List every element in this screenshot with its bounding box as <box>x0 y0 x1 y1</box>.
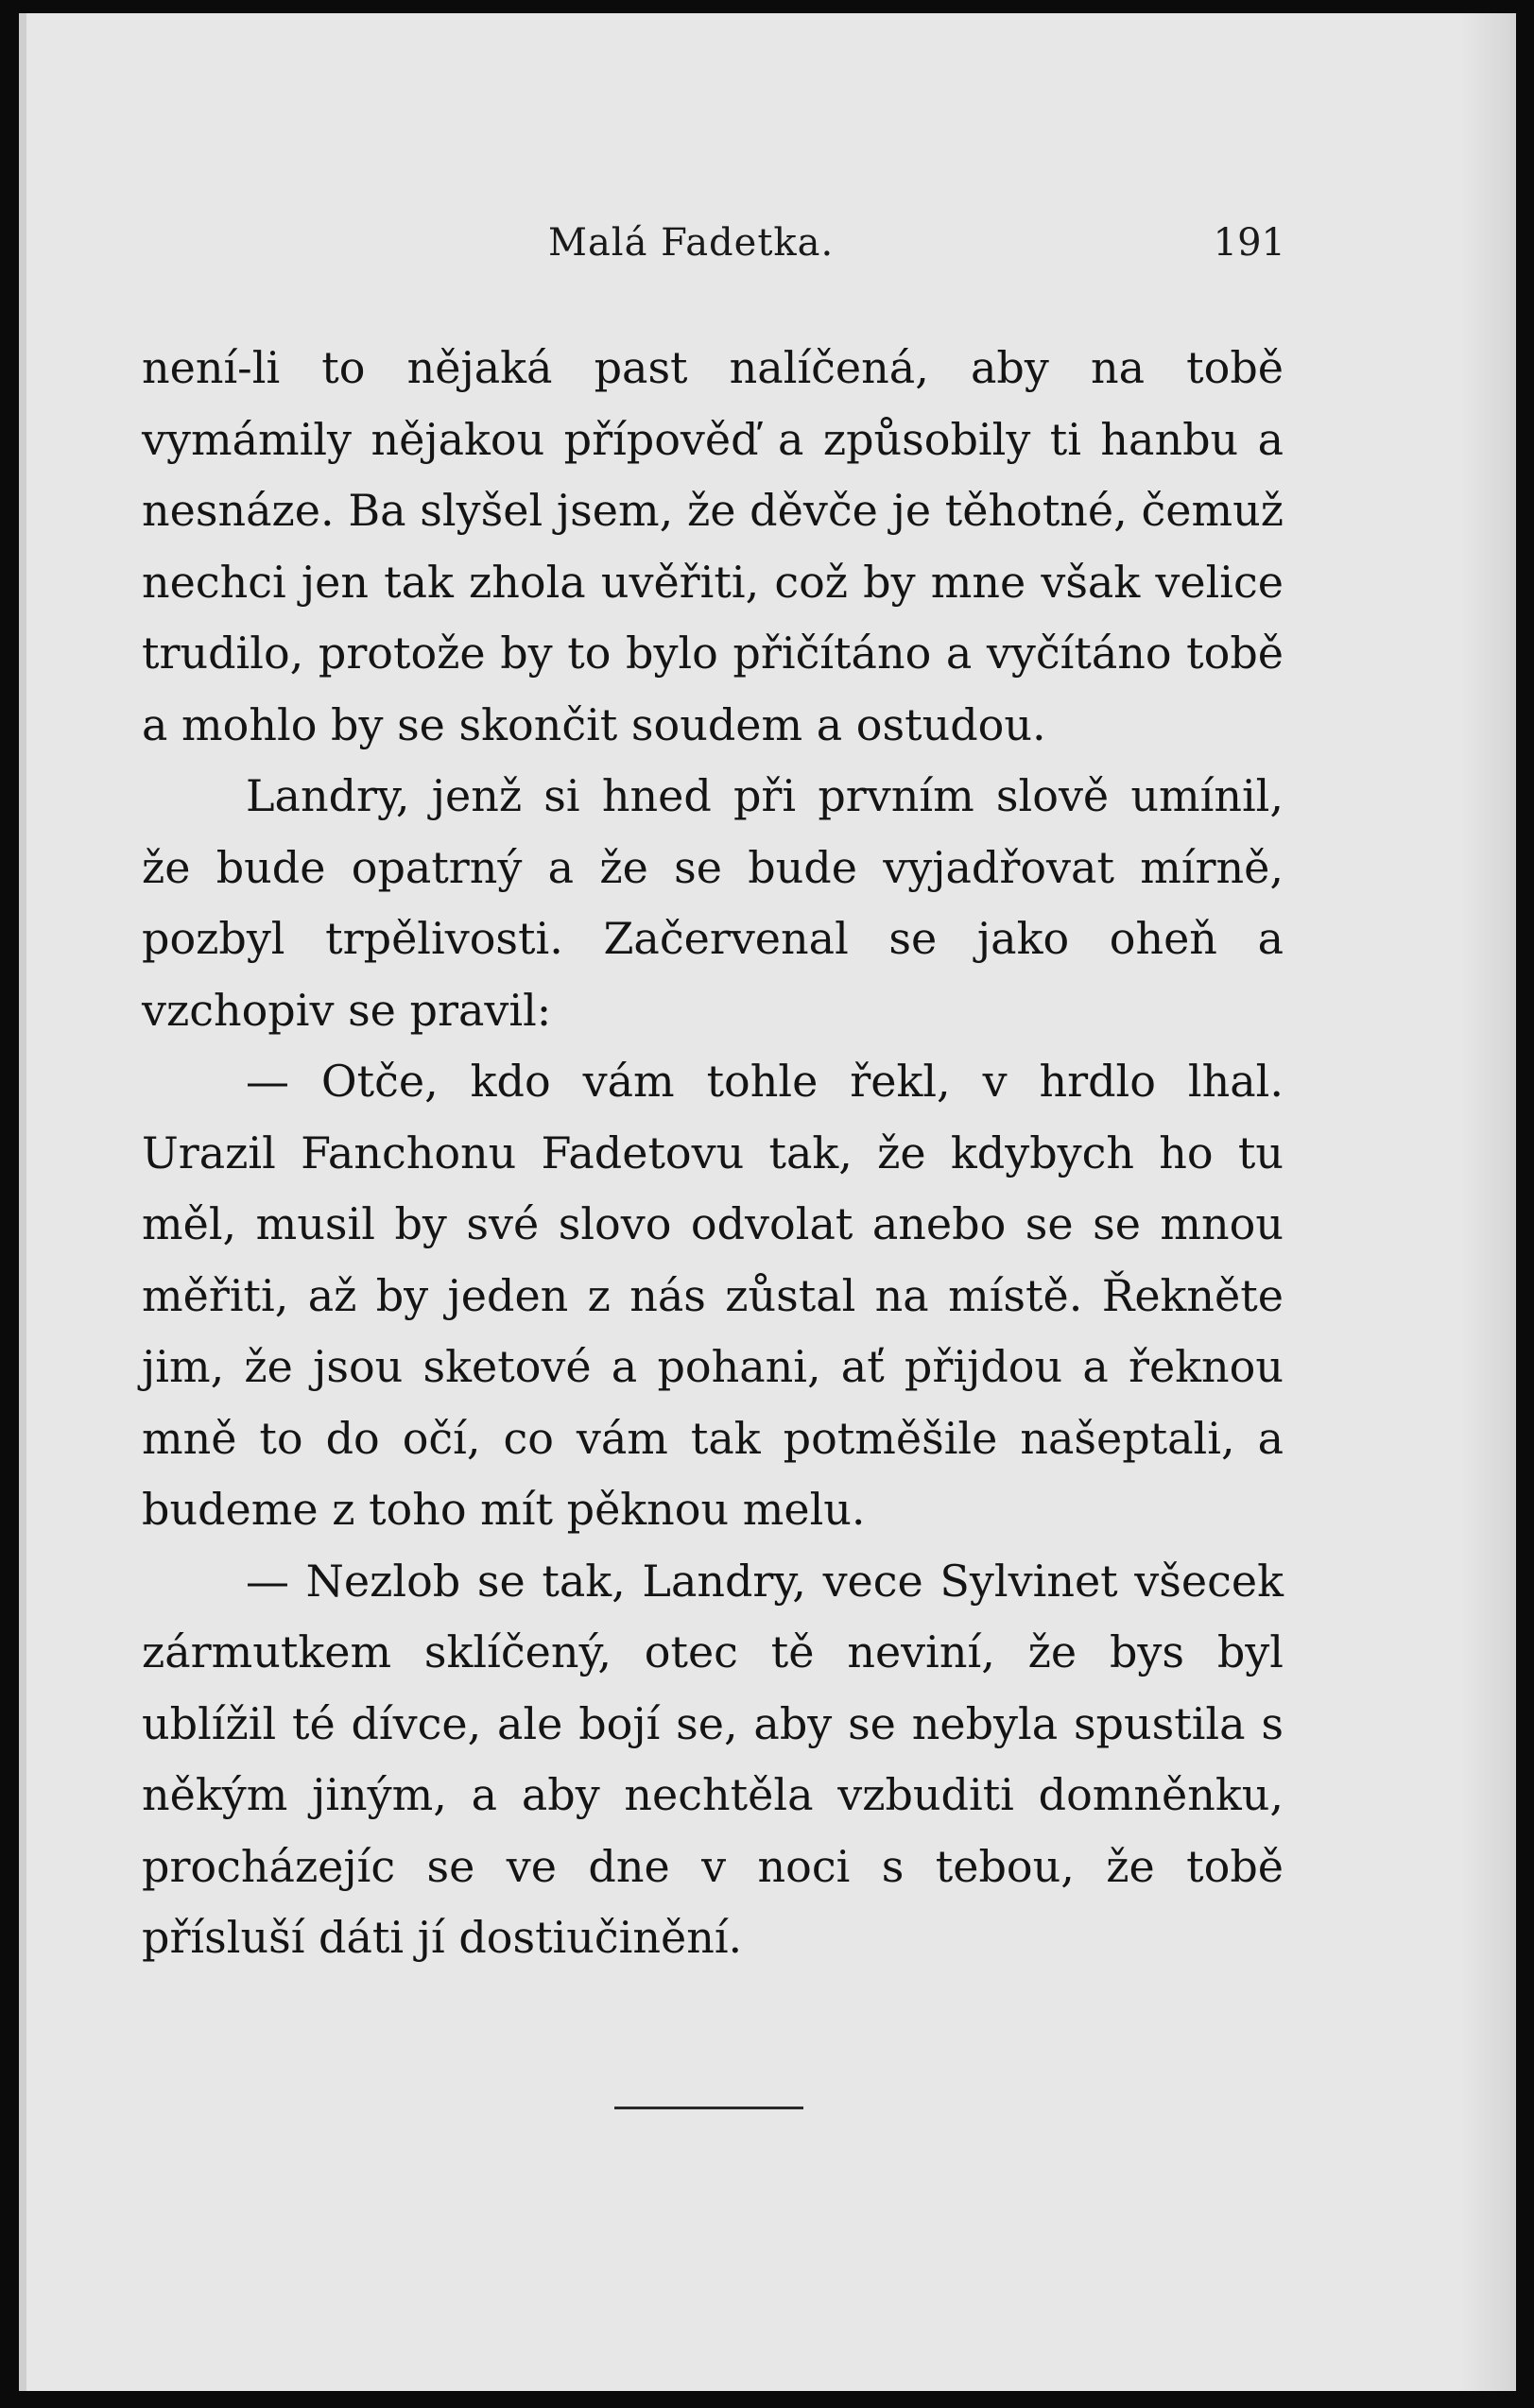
page-edge <box>19 13 26 2391</box>
running-title: Malá Fadetka. <box>548 221 835 265</box>
page-number: 191 <box>1213 221 1285 265</box>
page-header <box>548 221 1285 278</box>
paragraph-2: Landry, jenž si hned při prvním slově umínil, že bude opatrný a že se bude vyjadřovat mírně, pozbyl trpělivosti. Začervenal se jako oheň a vzchopiv se pravil: <box>142 770 1284 1036</box>
paragraph-1: není-li to nějaká past nalíčená, aby na tobě vymámily nějakou přípověď a způsobily ti hanbu a nesnáze. Ba slyšel jsem, že děvče je těhotné, čemuž nechci jen tak zhola uvěřiti, což by mne však velice trudilo, protože by to bylo přičítáno a vyčítáno tobě a mohlo by se skončit soudem a ostudou. <box>142 342 1284 750</box>
paragraph-4: — Nezlob se tak, Landry, vece Sylvinet všecek zármutkem sklíčený, otec tě neviní, že bys byl ublížil té dívce, ale bojí se, aby se nebyla spustila s někým jiným, a aby nechtěla vzbuditi domněnku, procházejíc se ve dne v noci s tebou, že tobě přísluší dáti jí dostiučinění. <box>142 1555 1284 1963</box>
section-end-rule <box>614 2107 803 2109</box>
body-text <box>142 333 1284 1974</box>
book-page <box>19 13 1516 2391</box>
paragraph-3: — Otče, kdo vám tohle řekl, v hrdlo lhal. Urazil Fanchonu Fadetovu tak, že kdybych ho tu měl, musil by své slovo odvolat anebo se se mnou měřiti, až by jeden z nás zůstal na místě. Řekněte jim, že jsou sketové a pohani, ať přijdou a řeknou mně to do očí, co vám tak potměšile našeptali, a budeme z toho mít pěknou melu. <box>142 1056 1284 1535</box>
